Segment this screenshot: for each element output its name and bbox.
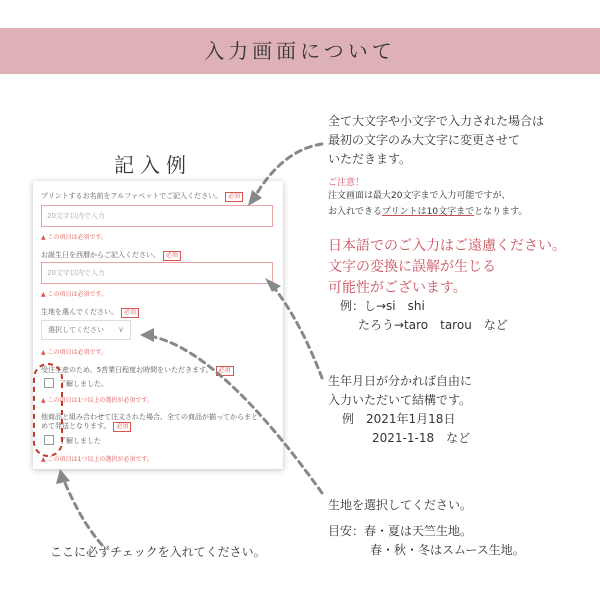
case-note-line1: 全て大文字や小文字で入力された場合は <box>328 114 545 128</box>
arrowhead-icon <box>265 278 281 292</box>
birthday-example-line1: 例 2021年1月18日 <box>342 412 456 426</box>
required-badge: 必須 <box>216 366 234 376</box>
fabric-select-value: 選択してください <box>48 326 104 334</box>
lead-time-error: ▲ この項目は1つ以上の選択が必須です。 <box>41 397 153 404</box>
arrow-check-callout <box>63 478 102 545</box>
caution-line1: 注文画面は最大20文字まで入力可能ですが、 <box>328 191 511 201</box>
arrowhead-icon <box>140 328 154 342</box>
arrow-fabric-callout <box>150 336 322 493</box>
birthday-example-line2: 2021-1-18 など <box>372 431 471 445</box>
birthday-input[interactable]: 20文字以内で入力 <box>41 262 273 284</box>
fabric-field-label-text: 生地を選んでください。 <box>41 308 118 316</box>
caution-line2-emphasis: プリントは10文字まで <box>382 207 475 217</box>
arrowhead-icon <box>248 190 262 206</box>
lead-time-error-text: この項目は1つ以上の選択が必須です。 <box>47 397 153 404</box>
check-instruction: ここに必ずチェックを入れてください。 <box>50 545 266 559</box>
romaji-example-line2: たろう→taro tarou など <box>358 318 508 332</box>
arrow-birthday-callout <box>272 285 322 378</box>
birthday-error-text: この項目は必須です。 <box>47 291 108 298</box>
name-input[interactable]: 20文字以内で入力 <box>41 205 273 227</box>
checkbox-highlight-oval <box>34 364 62 456</box>
birthday-error: ▲ この項目は必須です。 <box>41 291 108 298</box>
case-note-line3: いただきます。 <box>328 152 412 166</box>
fabric-error-text: この項目は必須です。 <box>47 349 108 356</box>
chevron-down-icon: ∨ <box>118 325 124 334</box>
page-title: 入力画面について <box>204 39 396 63</box>
name-error-text: この項目は必須です。 <box>47 234 108 241</box>
bundle-label-line2-text: めて発送となります。 <box>41 422 111 430</box>
caution-line2-pre: お入れできる <box>328 207 383 217</box>
lead-time-label-text: 受注生産のため、5営業日程度お時間をいただきます。 <box>41 366 213 374</box>
required-badge: 必須 <box>225 192 243 202</box>
japanese-warning-line1: 日本語でのご入力はご遠慮ください。 <box>328 238 566 254</box>
romaji-example-line1: 例：し→si shi <box>340 299 425 313</box>
japanese-warning-line2: 文字の変換に誤解が生じる <box>328 259 496 275</box>
required-badge: 必須 <box>113 422 131 432</box>
arrowhead-icon <box>56 469 70 484</box>
arrow-name-callout <box>254 144 322 198</box>
bundle-option-label: 了解しました <box>59 437 101 445</box>
fabric-note-line1: 生地を選択してください。 <box>328 498 473 512</box>
required-badge: 必須 <box>163 251 181 261</box>
case-note-line2: 最初の文字のみ大文字に変更させて <box>328 133 521 147</box>
required-badge: 必須 <box>121 308 139 318</box>
birthday-field-label-text: お誕生日を西暦からご記入ください。 <box>41 251 160 259</box>
fabric-note-line2: 目安：春・夏は天竺生地。 <box>328 524 473 538</box>
caution-line2-post: となります。 <box>474 207 528 217</box>
name-error: ▲ この項目は必須です。 <box>41 234 108 241</box>
japanese-warning-line3: 可能性がございます。 <box>328 280 467 296</box>
fabric-error: ▲ この項目は必須です。 <box>41 349 108 356</box>
name-field-label-text: プリントするお名前をアルファベットでご記入ください。 <box>41 192 223 200</box>
lead-time-option-label: 了解しました。 <box>59 380 108 388</box>
bundle-label-line1: 他商品と組み合わせて注文された場合、全ての商品が揃ってからまと <box>41 413 258 421</box>
bundle-error-text: この項目は1つ以上の選択が必須です。 <box>47 456 153 463</box>
caution-title: ご注意！ <box>328 178 365 188</box>
fabric-note-line3: 春・秋・冬はスムース生地。 <box>370 543 525 557</box>
birthday-note-line2: 入力いただいて結構です。 <box>328 393 472 407</box>
birthday-note-line1: 生年月日が分かれば自由に <box>328 374 473 388</box>
example-label: 記入例 <box>114 153 192 177</box>
caution-line2 <box>328 204 527 220</box>
bundle-error: ▲ この項目は1つ以上の選択が必須です。 <box>41 456 153 463</box>
